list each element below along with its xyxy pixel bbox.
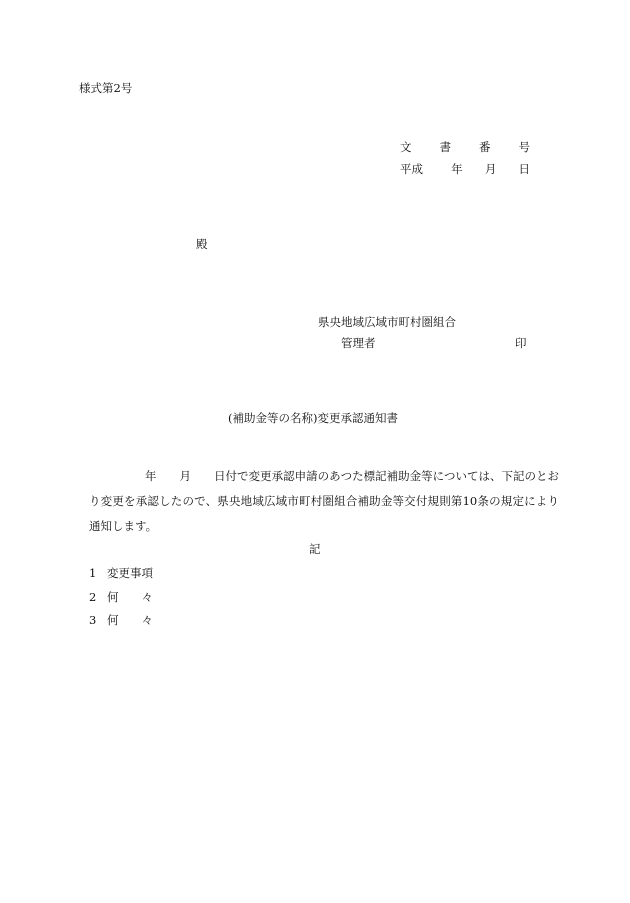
item-text: 何 々 bbox=[107, 590, 153, 604]
body-text: 年 月 日付で変更承認申請のあつた標記補助金等については、下記のとおり変更を承認したので、県央地域広域市町村圏組合補助金等交付規則第10条の規定により通知します。 bbox=[89, 469, 559, 533]
document-number-char: 文 bbox=[400, 140, 412, 154]
seal-mark: 印 bbox=[515, 336, 527, 350]
document-number-char: 号 bbox=[518, 140, 530, 154]
form-number: 様式第2号 bbox=[79, 81, 133, 95]
addressee-suffix: 殿 bbox=[196, 237, 208, 251]
item-text: 何 々 bbox=[107, 613, 153, 627]
list-item bbox=[89, 565, 153, 581]
document-number-char: 番 bbox=[479, 140, 491, 154]
ki-heading: 記 bbox=[309, 542, 321, 556]
item-number: 3 bbox=[89, 613, 97, 627]
issue-date bbox=[400, 161, 530, 177]
sender-title: 管理者 bbox=[341, 336, 376, 350]
list-item bbox=[89, 589, 153, 605]
date-day: 日 bbox=[518, 162, 530, 176]
date-era: 平成 bbox=[400, 162, 423, 176]
document-number-label bbox=[400, 139, 530, 155]
list-item bbox=[89, 612, 153, 628]
sender-organization: 県央地域広域市町村圏組合 bbox=[318, 315, 456, 329]
item-text: 変更事項 bbox=[107, 566, 153, 580]
item-number: 1 bbox=[89, 566, 97, 580]
body-paragraph bbox=[89, 464, 559, 539]
item-number: 2 bbox=[89, 590, 97, 604]
date-year: 年 bbox=[451, 162, 463, 176]
document-title: (補助金等の名称)変更承認通知書 bbox=[228, 411, 398, 425]
date-month: 月 bbox=[484, 162, 497, 176]
document-number-char: 書 bbox=[439, 140, 451, 154]
